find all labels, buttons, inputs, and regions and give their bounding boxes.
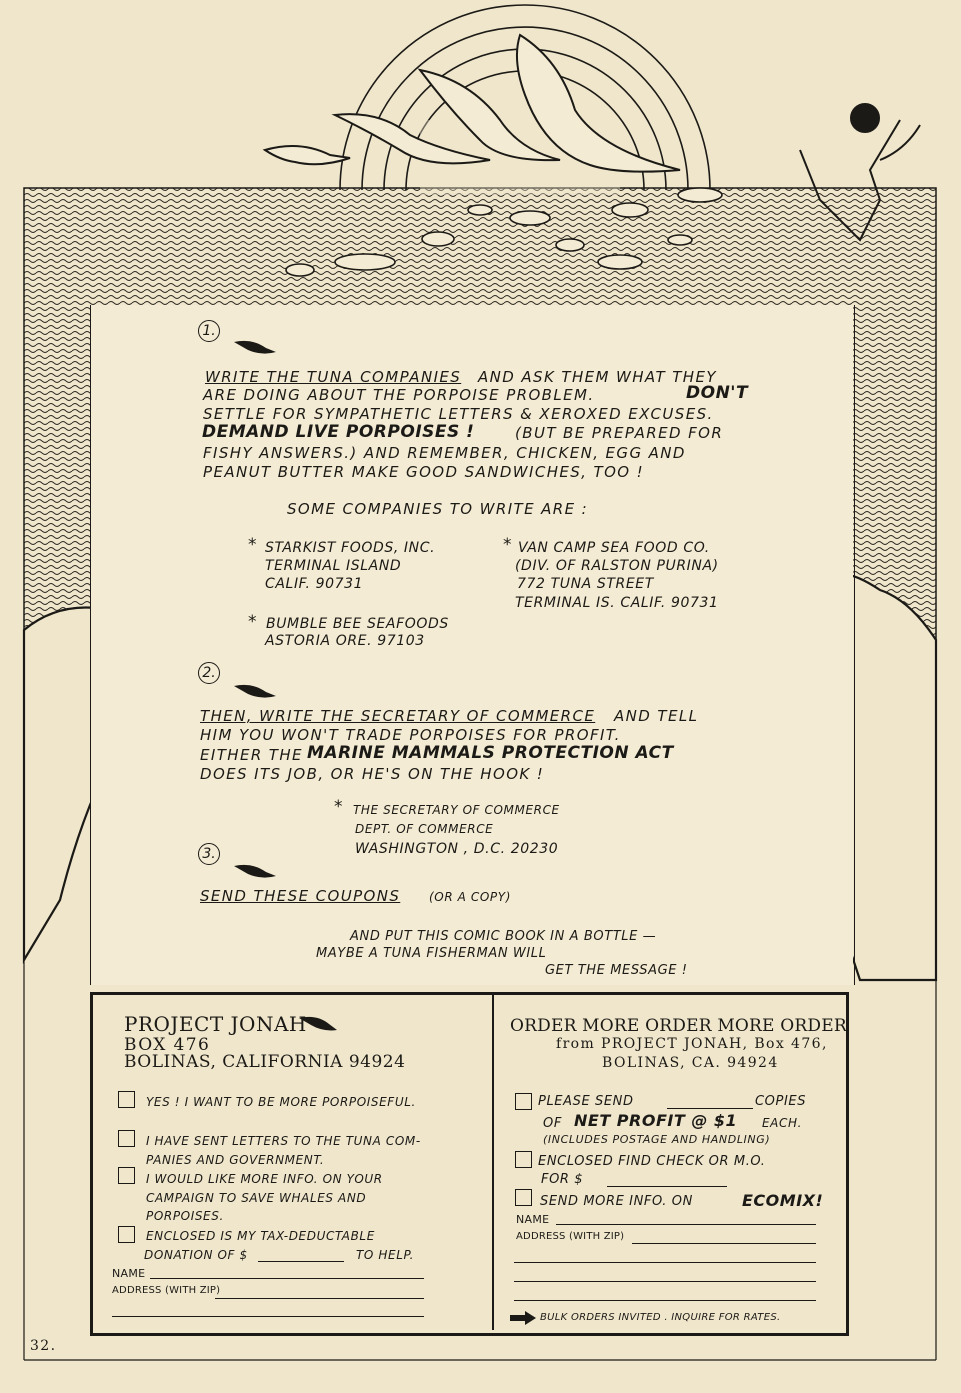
bullet: *: [334, 797, 344, 817]
step-3-line-a: SEND THESE COUPONS: [200, 887, 401, 905]
checkbox-donation[interactable]: [118, 1226, 135, 1243]
amount-field[interactable]: [607, 1186, 727, 1187]
step-1-line-d: SETTLE FOR SYMPATHETIC LETTERS & XEROXED EXCUSES.: [203, 405, 714, 423]
copies-field[interactable]: [667, 1108, 753, 1109]
project-jonah-box: BOX 476: [124, 1035, 211, 1055]
step-2-line-c: HIM YOU WON'T TRADE PORPOISES FOR PROFIT.: [200, 726, 621, 744]
option-more-info-1: I WOULD LIKE MORE INFO. ON YOUR: [146, 1172, 383, 1186]
for-dollar: FOR $: [541, 1172, 584, 1187]
companies-heading: SOME COMPANIES TO WRITE ARE :: [287, 500, 589, 518]
donation-amount-field[interactable]: [258, 1261, 344, 1262]
checkbox-send-copies[interactable]: [515, 1093, 532, 1110]
dolphin-icon: [297, 1012, 339, 1038]
bullet: *: [503, 535, 513, 555]
step-2-marker: 2.: [198, 662, 220, 684]
step-2-line-d: EITHER THE: [200, 746, 303, 764]
project-jonah-city: BOLINAS, CALIFORNIA 94924: [124, 1052, 406, 1072]
step-1-dont: DON'T: [686, 383, 749, 403]
bulk-orders: BULK ORDERS INVITED . INQUIRE FOR RATES.: [540, 1312, 781, 1323]
secretary-line-3: WASHINGTON , D.C. 20230: [355, 841, 559, 857]
order-address-field[interactable]: [632, 1243, 816, 1244]
order-city: BOLINAS, CA. 94924: [602, 1055, 779, 1071]
step-1-line-b: AND ASK THEM WHAT THEY: [478, 368, 717, 386]
order-from: from PROJECT JONAH, Box 476,: [556, 1036, 828, 1052]
option-more-info-2: CAMPAIGN TO SAVE WHALES AND: [146, 1191, 367, 1205]
checkbox-check-enclosed[interactable]: [515, 1151, 532, 1168]
project-jonah-title: PROJECT JONAH: [124, 1012, 307, 1036]
address-field-2[interactable]: [112, 1316, 424, 1317]
order-name-field[interactable]: [556, 1224, 816, 1225]
dolphin-icon: [232, 860, 278, 886]
copies-label: COPIES: [755, 1094, 807, 1109]
dolphin-icon: [232, 680, 278, 706]
address-label: ADDRESS (WITH ZIP): [112, 1285, 221, 1296]
ecomix-label: ECOMIX!: [742, 1191, 824, 1210]
order-heading: ORDER MORE ORDER MORE ORDER: [510, 1016, 847, 1036]
option-porpoiseful: YES ! I WANT TO BE MORE PORPOISEFUL.: [146, 1095, 416, 1109]
order-name-label: NAME: [516, 1213, 550, 1226]
name-label: NAME: [112, 1267, 146, 1280]
net-profit-price: NET PROFIT @ $1: [574, 1111, 738, 1130]
company-b-line-3: 772 TUNA STREET: [517, 576, 654, 592]
name-field[interactable]: [150, 1278, 424, 1279]
step-1-line-e: (BUT BE PREPARED FOR: [515, 424, 724, 442]
checkbox-more-info[interactable]: [118, 1167, 135, 1184]
closing-line-2: MAYBE A TUNA FISHERMAN WILL: [316, 946, 547, 961]
checkbox-porpoiseful[interactable]: [118, 1091, 135, 1108]
closing-line-3: GET THE MESSAGE !: [545, 963, 688, 978]
order-address-field-2[interactable]: [514, 1262, 816, 1263]
donation-suffix: TO HELP.: [356, 1248, 415, 1262]
step-1-line-a: WRITE THE TUNA COMPANIES: [205, 368, 462, 386]
secretary-line-1: THE SECRETARY OF COMMERCE: [353, 803, 560, 817]
step-1-line-g: PEANUT BUTTER MAKE GOOD SANDWICHES, TOO !: [203, 463, 645, 481]
address-field[interactable]: [215, 1298, 424, 1299]
marine-act: MARINE MAMMALS PROTECTION ACT: [307, 743, 674, 763]
checkbox-ecomix-info[interactable]: [515, 1189, 532, 1206]
includes-postage: (INCLUDES POSTAGE AND HANDLING): [543, 1133, 771, 1146]
arrow-right-icon: [509, 1310, 537, 1330]
company-b-line-2: (DIV. OF RALSTON PURINA): [515, 558, 719, 574]
option-more-info-3: PORPOISES.: [146, 1209, 224, 1223]
each-label: EACH.: [762, 1116, 803, 1130]
step-1-line-f: FISHY ANSWERS.) AND REMEMBER, CHICKEN, EGG AND: [203, 444, 686, 462]
please-send: PLEASE SEND: [538, 1094, 634, 1109]
step-1-marker: 1.: [198, 320, 220, 342]
option-sent-letters-2: PANIES AND GOVERNMENT.: [146, 1153, 325, 1167]
bullet: *: [248, 612, 258, 632]
order-address-field-3[interactable]: [514, 1281, 816, 1282]
company-b-line-1: VAN CAMP SEA FOOD CO.: [518, 540, 710, 556]
company-b-line-4: TERMINAL IS. CALIF. 90731: [515, 595, 719, 611]
dolphin-icon: [232, 336, 278, 364]
company-a-line-1: STARKIST FOODS, INC.: [265, 540, 436, 556]
step-2-line-b: AND TELL: [614, 707, 699, 725]
step-3-line-b: (OR A COPY): [429, 890, 511, 904]
company-c-line-2: ASTORIA ORE. 97103: [265, 633, 425, 649]
order-address-label: ADDRESS (WITH ZIP): [516, 1231, 625, 1242]
step-1-line-c: ARE DOING ABOUT THE PORPOISE PROBLEM.: [203, 386, 595, 404]
company-c-line-1: BUMBLE BEE SEAFOODS: [266, 616, 449, 632]
order-address-field-4[interactable]: [514, 1300, 816, 1301]
send-more-info: SEND MORE INFO. ON: [540, 1194, 693, 1209]
company-a-line-2: TERMINAL ISLAND: [265, 558, 402, 574]
bullet: *: [248, 535, 258, 555]
page-number: 32.: [30, 1338, 57, 1354]
step-3-marker: 3.: [198, 843, 220, 865]
option-sent-letters-1: I HAVE SENT LETTERS TO THE TUNA COM-: [146, 1134, 421, 1148]
secretary-line-2: DEPT. OF COMMERCE: [355, 822, 494, 836]
check-enclosed: ENCLOSED FIND CHECK OR M.O.: [538, 1154, 766, 1169]
donation-label: DONATION OF $: [144, 1248, 248, 1262]
of-label: OF: [543, 1116, 562, 1131]
step-2-line-a: THEN, WRITE THE SECRETARY OF COMMERCE: [200, 707, 596, 725]
step-2-line-e: DOES ITS JOB, OR HE'S ON THE HOOK !: [200, 765, 545, 783]
step-1-demand: DEMAND LIVE PORPOISES !: [202, 422, 475, 442]
checkbox-sent-letters[interactable]: [118, 1130, 135, 1147]
coupon-divider: [492, 995, 494, 1330]
option-donation: ENCLOSED IS MY TAX-DEDUCTABLE: [146, 1229, 375, 1243]
company-a-line-3: CALIF. 90731: [265, 576, 364, 592]
closing-line-1: AND PUT THIS COMIC BOOK IN A BOTTLE —: [350, 929, 657, 944]
